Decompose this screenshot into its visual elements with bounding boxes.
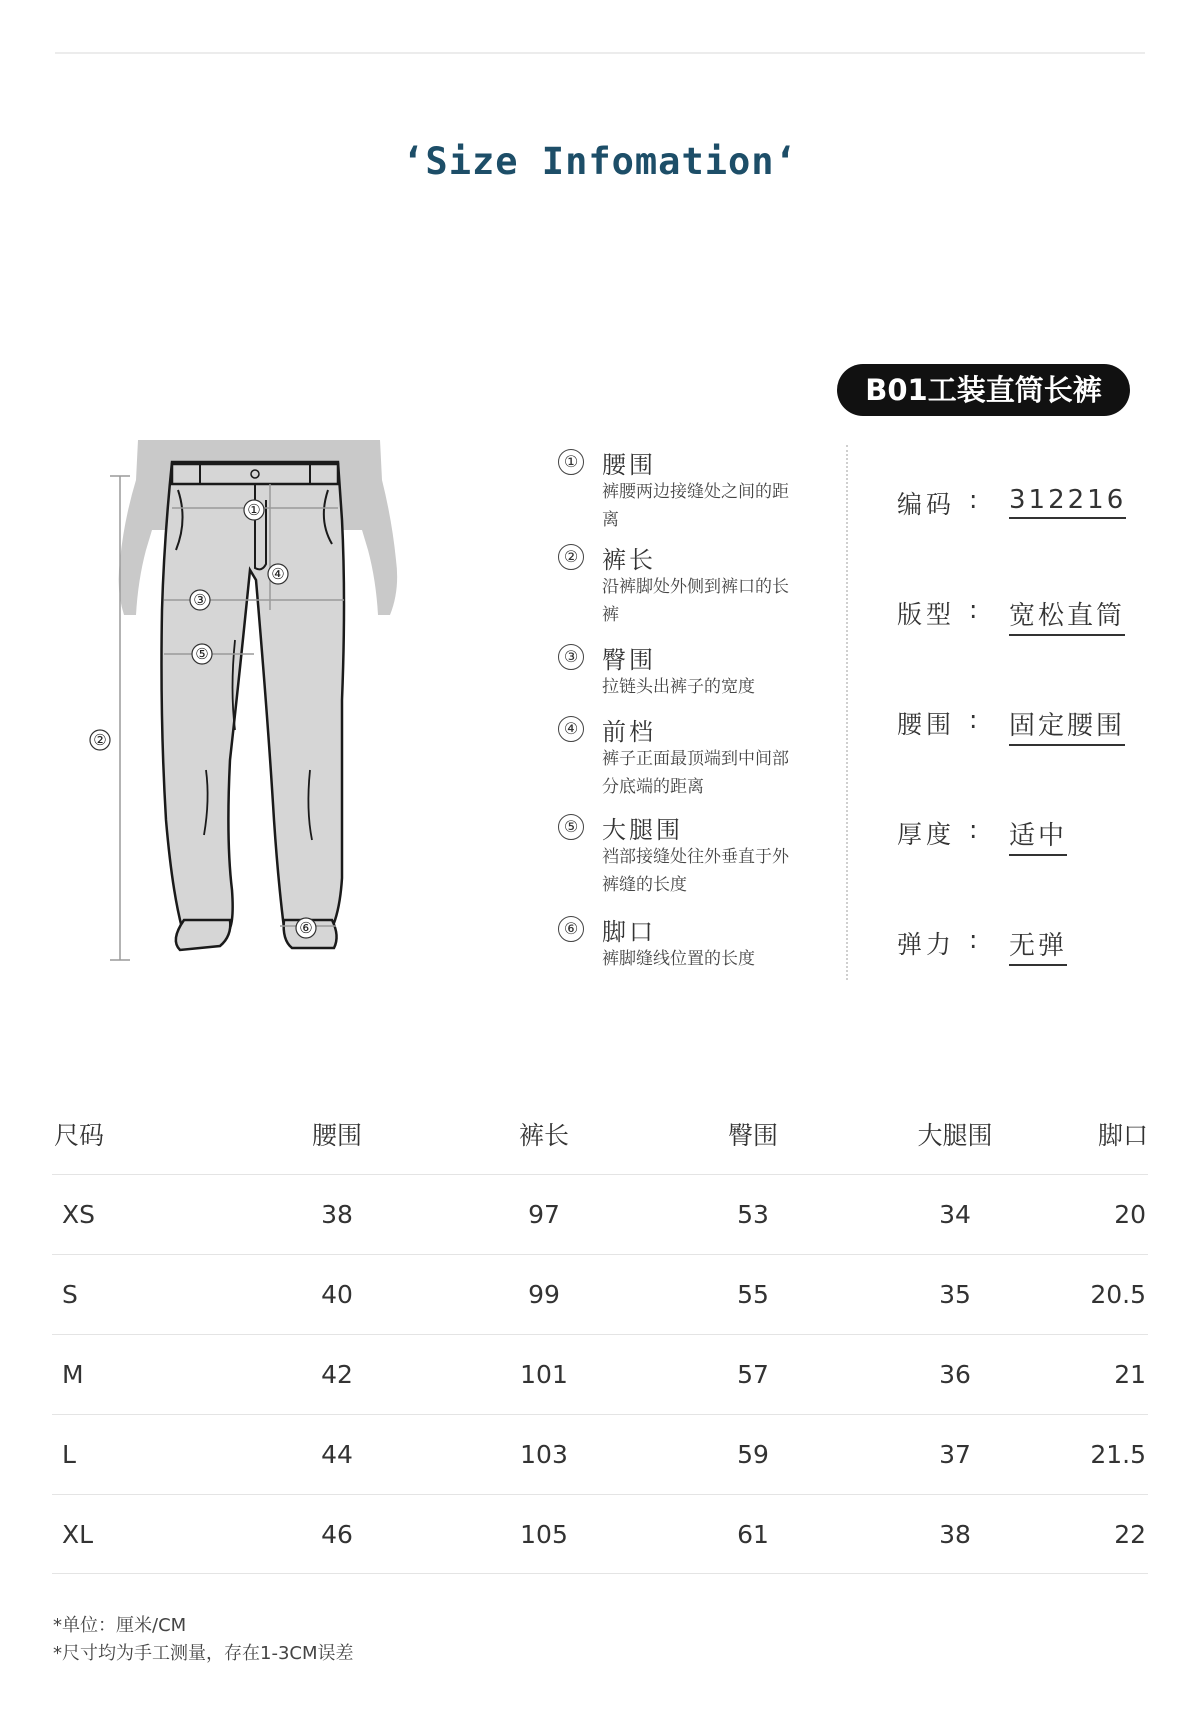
table-cell: L xyxy=(62,1440,76,1469)
marker-6: ⑥ xyxy=(299,919,313,937)
table-cell: 61 xyxy=(737,1519,769,1549)
waistband xyxy=(172,464,338,484)
measurement-description: 裤腰两边接缝处之间的距离 xyxy=(602,482,789,530)
measurement-number: ③ xyxy=(558,644,584,670)
table-cell: 21.5 xyxy=(1090,1440,1146,1469)
measurement-error-note: *尺寸均为手工测量，存在1-3CM误差 xyxy=(53,1643,354,1664)
measurement-name: 裤长 xyxy=(602,545,656,574)
vertical-divider xyxy=(846,445,848,980)
measurement-name: 前档 xyxy=(602,717,656,746)
measurement-name: 脚口 xyxy=(602,917,656,946)
attribute-colon: : xyxy=(969,595,978,624)
attribute-elasticity xyxy=(897,925,1137,965)
attribute-code xyxy=(897,485,1137,525)
table-row xyxy=(52,1174,1148,1254)
measurement-description: 裤子正面最顶端到中间部分底端的距离 xyxy=(602,749,789,797)
table-row xyxy=(52,1334,1148,1414)
attribute-value: 适中 xyxy=(1009,815,1067,856)
attribute-label: 厚度 xyxy=(897,820,956,849)
attribute-colon: : xyxy=(969,925,978,954)
table-cell: 46 xyxy=(321,1519,353,1549)
table-cell: 42 xyxy=(321,1360,353,1389)
table-cell: 53 xyxy=(737,1200,769,1229)
table-cell: 57 xyxy=(737,1360,769,1389)
attribute-value: 无弹 xyxy=(1009,925,1067,966)
attribute-colon: : xyxy=(969,815,978,844)
measurement-hip xyxy=(558,641,802,701)
table-cell: 37 xyxy=(939,1440,971,1469)
table-row xyxy=(52,1414,1148,1494)
measurement-name: 大腿围 xyxy=(602,815,683,844)
table-row xyxy=(52,1254,1148,1334)
attribute-colon: : xyxy=(969,705,978,734)
attribute-colon: : xyxy=(969,485,978,514)
left-shoe xyxy=(176,920,230,950)
table-cell: 35 xyxy=(939,1280,971,1309)
trousers-illustration xyxy=(80,440,440,1000)
table-cell: 38 xyxy=(939,1519,971,1549)
table-cell: 59 xyxy=(737,1440,769,1469)
measurement-length xyxy=(558,541,802,629)
table-cell: S xyxy=(62,1280,78,1309)
table-cell: 44 xyxy=(321,1440,353,1469)
attribute-label: 版型 xyxy=(897,600,956,629)
table-cell: 103 xyxy=(520,1440,568,1469)
attribute-thickness xyxy=(897,815,1137,855)
table-cell: 105 xyxy=(520,1519,568,1549)
table-cell: 22 xyxy=(1114,1519,1146,1549)
table-header-cell: 裤长 xyxy=(518,1121,569,1150)
table-header-cell: 脚口 xyxy=(1097,1121,1148,1150)
attribute-value: 312216 xyxy=(1009,485,1126,519)
measurement-description: 拉链头出裤子的宽度 xyxy=(602,677,755,697)
table-cell: 34 xyxy=(939,1200,971,1229)
page-title: ‘Size Infomation‘ xyxy=(402,140,798,183)
marker-3: ③ xyxy=(193,591,207,609)
table-header-cell: 臀围 xyxy=(727,1121,778,1150)
measurement-description: 裆部接缝处往外垂直于外裤缝的长度 xyxy=(602,847,789,895)
table-row xyxy=(52,1494,1148,1574)
measurement-number: ② xyxy=(558,544,584,570)
table-cell: 21 xyxy=(1114,1360,1146,1389)
measurement-description: 沿裤脚处外侧到裤口的长裤 xyxy=(602,577,789,625)
measurement-number: ④ xyxy=(558,716,584,742)
measurement-thigh xyxy=(558,811,802,899)
table-header-cell: 尺码 xyxy=(54,1121,105,1150)
top-divider xyxy=(55,52,1145,54)
attribute-value: 固定腰围 xyxy=(1009,705,1125,746)
table-cell: 101 xyxy=(520,1360,568,1389)
table-cell: 55 xyxy=(737,1280,769,1309)
table-cell: XL xyxy=(62,1519,94,1549)
measurement-number: ⑤ xyxy=(558,814,584,840)
product-name-badge: B01工装直筒长裤 xyxy=(837,364,1130,416)
table-cell: 20 xyxy=(1114,1200,1146,1229)
attribute-label: 腰围 xyxy=(897,710,956,739)
attribute-fit xyxy=(897,595,1137,635)
table-cell: 99 xyxy=(528,1280,560,1309)
measurement-leg-opening xyxy=(558,913,802,973)
attribute-value: 宽松直筒 xyxy=(1009,595,1125,636)
attribute-waist xyxy=(897,705,1137,745)
measurement-name: 腰围 xyxy=(602,450,656,479)
marker-5: ⑤ xyxy=(195,645,209,663)
table-cell: 36 xyxy=(939,1360,971,1389)
table-cell: 20.5 xyxy=(1090,1280,1146,1309)
size-table xyxy=(52,1102,1148,1574)
attribute-label: 弹力 xyxy=(897,930,956,959)
table-cell: 38 xyxy=(321,1200,353,1229)
table-header-cell: 大腿围 xyxy=(917,1121,993,1150)
table-header xyxy=(52,1102,1148,1174)
measurement-number: ① xyxy=(558,449,584,475)
measurement-number: ⑥ xyxy=(558,916,584,942)
measurement-name: 臀围 xyxy=(602,645,656,674)
table-header-cell: 腰围 xyxy=(311,1121,362,1150)
measurement-front-rise xyxy=(558,713,802,801)
marker-4: ④ xyxy=(271,565,285,583)
unit-note: *单位：厘米/CM xyxy=(53,1615,187,1636)
measurement-description: 裤脚缝线位置的长度 xyxy=(602,949,755,969)
attribute-label: 编码 xyxy=(897,490,956,519)
table-cell: M xyxy=(62,1360,84,1389)
marker-1: ① xyxy=(247,501,261,519)
marker-2: ② xyxy=(93,731,107,749)
measurement-waist xyxy=(558,446,802,534)
table-cell: 97 xyxy=(528,1200,560,1229)
trousers-shape xyxy=(162,462,345,928)
table-cell: 40 xyxy=(321,1280,353,1309)
table-cell: XS xyxy=(62,1200,95,1229)
